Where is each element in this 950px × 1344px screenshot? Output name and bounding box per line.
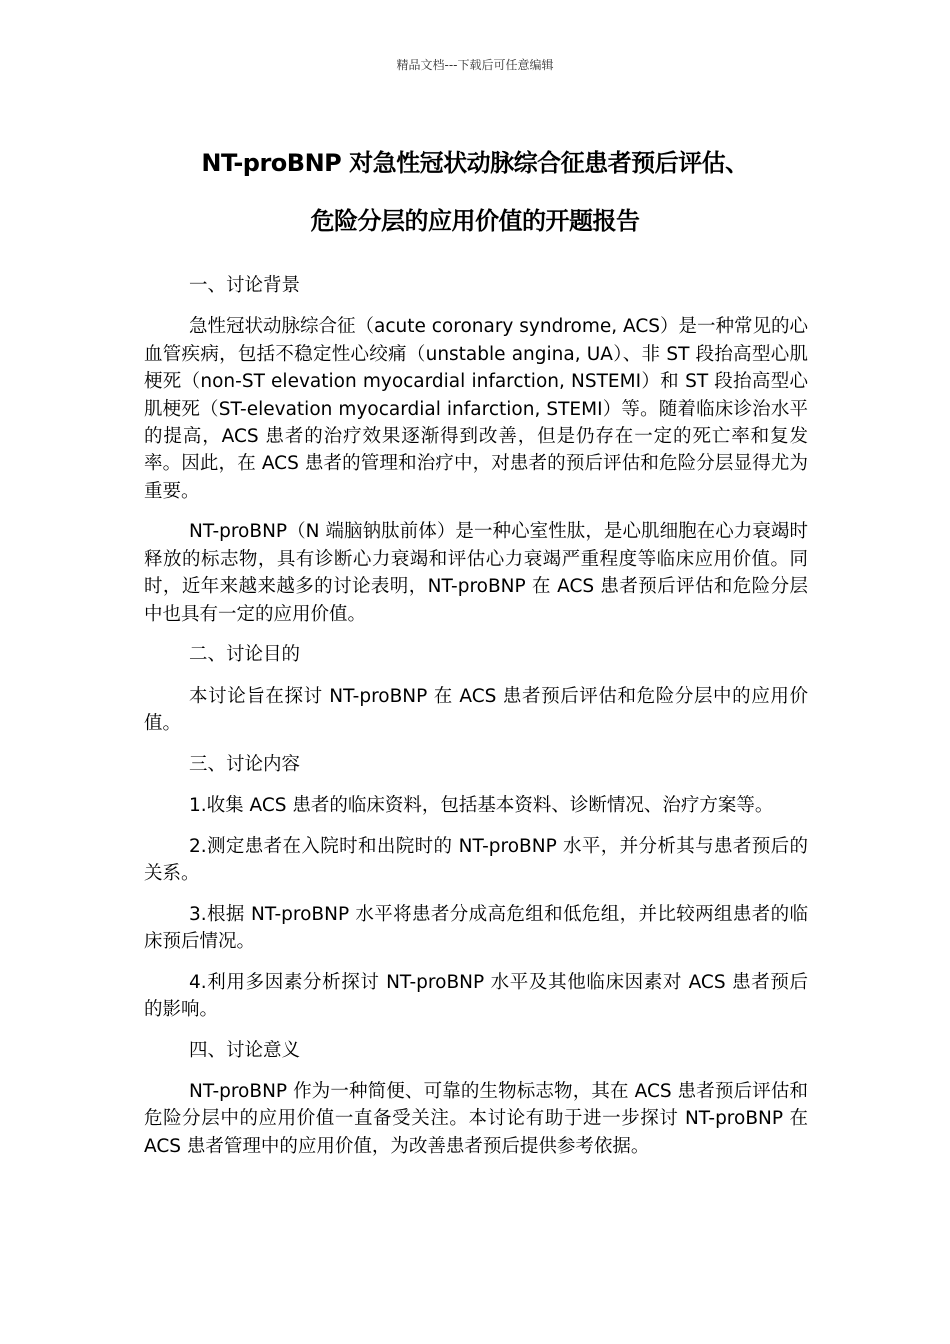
paragraph-purpose: 本讨论旨在探讨 NT-proBNP 在 ACS 患者预后评估和危险分层中的应用价值。 xyxy=(144,685,808,735)
title-line-1: NT-proBNP 对急性冠状动脉综合征患者预后评估、 xyxy=(201,149,749,177)
paragraph-background-2: NT-proBNP（N 端脑钠肽前体）是一种心室性肽，是心肌细胞在心力衰竭时释放的标志物，具有诊断心力衰竭和评估心力衰竭严重程度等临床应用价值。同时，近年来越来越多的讨论表明，NT-proBNP 在 ACS 患者预后评估和危险分层中也具有一定的应用价值。 xyxy=(144,521,808,625)
content-item-4: 4.利用多因素分析探讨 NT-proBNP 水平及其他临床因素对 ACS 患者预后的影响。 xyxy=(144,971,808,1021)
section-heading-purpose: 二、讨论目的 xyxy=(189,644,301,666)
section-heading-background: 一、讨论背景 xyxy=(189,275,301,296)
paragraph-significance: NT-proBNP 作为一种简便、可靠的生物标志物，其在 ACS 患者预后评估和危险分层中的应用价值一直备受关注。本讨论有助于进一步探讨 NT-proBNP 在 ACS 患者管理中的应用价值，为改善患者预后提供参考依据。 xyxy=(144,1081,808,1157)
content-item-3: 3.根据 NT-proBNP 水平将患者分成高危组和低危组，并比较两组患者的临床预后情况。 xyxy=(144,903,808,953)
paragraph-background-1: 急性冠状动脉综合征（acute coronary syndrome, ACS）是一种常见的心血管疾病，包括不稳定性心绞痛（unstable angina, UA）、非 ST 段抬高型心肌梗死（non-ST elevation myocardial infarction, NSTEMI）和 ST 段抬高型心肌梗死（ST-elevation myocardial infarction, STEMI）等。随着临床诊治水平的提高，ACS 患者的治疗效果逐渐得到改善，但是仍存在一定的死亡率和复发率。因此，在 ACS 患者的管理和治疗中，对患者的预后评估和危险分层显得尤为重要。 xyxy=(144,316,808,502)
section-heading-content: 三、讨论内容 xyxy=(189,753,301,775)
title-line-2: 危险分层的应用价值的开题报告 xyxy=(310,207,640,235)
content-item-2: 2.测定患者在入院时和出院时的 NT-proBNP 水平，并分析其与患者预后的关系。 xyxy=(144,835,808,885)
page-header: 精品文档---下载后可任意编辑 xyxy=(396,58,554,72)
document-body xyxy=(144,272,808,1173)
content-item-1: 1.收集 ACS 患者的临床资料，包括基本资料、诊断情况、治疗方案等。 xyxy=(189,795,774,817)
document-title xyxy=(100,134,850,250)
section-heading-significance: 四、讨论意义 xyxy=(189,1039,301,1061)
